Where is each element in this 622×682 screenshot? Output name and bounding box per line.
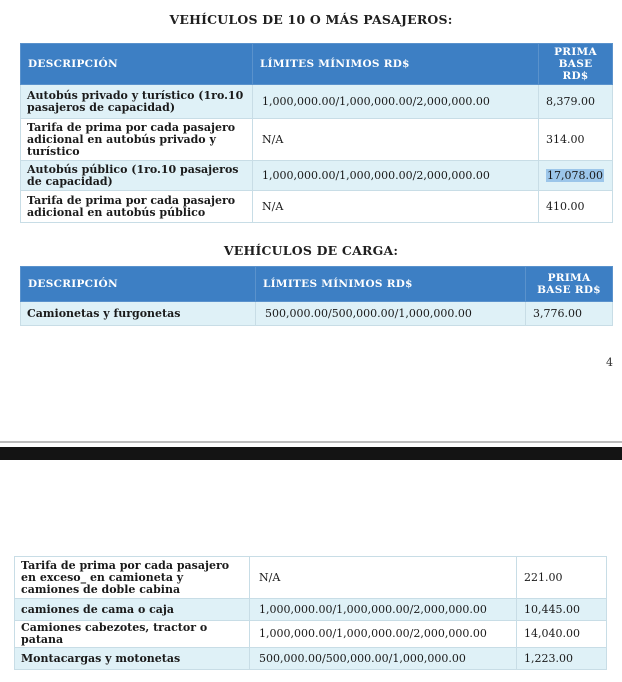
row-premium: 221.00 bbox=[517, 557, 607, 599]
row-limits: 500,000.00/500,000.00/1,000,000.00 bbox=[250, 648, 517, 670]
row-premium: 8,379.00 bbox=[539, 85, 613, 119]
cargo-vehicles-table-continued bbox=[14, 556, 607, 670]
header-limites: LÍMITES MÍNIMOS RD$ bbox=[256, 267, 526, 302]
section-title-cargo-vehicles: VEHÍCULOS DE CARGA: bbox=[223, 243, 399, 258]
row-description: Tarifa de prima por cada pasajero en exceso_ en camioneta y camiones de doble cabina bbox=[15, 557, 250, 599]
row-limits: N/A bbox=[253, 119, 539, 161]
cargo-vehicles-table bbox=[20, 266, 613, 326]
row-premium: 14,040.00 bbox=[517, 621, 607, 648]
header-descripcion: DESCRIPCIÓN bbox=[21, 44, 253, 85]
row-limits: 1,000,000.00/1,000,000.00/2,000,000.00 bbox=[253, 85, 539, 119]
table-row bbox=[21, 191, 613, 223]
row-description: Montacargas y motonetas bbox=[15, 648, 250, 670]
header-prima: PRIMA BASE RD$ bbox=[539, 44, 613, 85]
row-description: Tarifa de prima por cada pasajero adicional en autobús público bbox=[21, 191, 253, 223]
header-descripcion: DESCRIPCIÓN bbox=[21, 267, 256, 302]
row-limits: 1,000,000.00/1,000,000.00/2,000,000.00 bbox=[253, 161, 539, 191]
table-row bbox=[15, 621, 607, 648]
header-prima: PRIMA BASE RD$ bbox=[526, 267, 613, 302]
row-limits: 1,000,000.00/1,000,000.00/2,000,000.00 bbox=[250, 621, 517, 648]
page-number: 4 bbox=[606, 356, 613, 369]
table-header-row bbox=[21, 44, 613, 85]
row-limits: N/A bbox=[250, 557, 517, 599]
table-row bbox=[15, 557, 607, 599]
selected-text-highlight[interactable]: 17,078.00 bbox=[547, 168, 603, 182]
row-limits: N/A bbox=[253, 191, 539, 223]
row-limits: 1,000,000.00/1,000,000.00/2,000,000.00 bbox=[250, 599, 517, 621]
row-premium: 3,776.00 bbox=[526, 302, 613, 326]
row-description: camiones de cama o caja bbox=[15, 599, 250, 621]
section-title-passenger-vehicles: VEHÍCULOS DE 10 O MÁS PASAJEROS: bbox=[169, 12, 453, 27]
row-description: Tarifa de prima por cada pasajero adicional en autobús privado y turístico bbox=[21, 119, 253, 161]
row-premium[interactable] bbox=[539, 161, 613, 191]
row-description: Autobús público (1ro.10 pasajeros de capacidad) bbox=[21, 161, 253, 191]
row-premium: 10,445.00 bbox=[517, 599, 607, 621]
table-row bbox=[21, 85, 613, 119]
row-description: Camionetas y furgonetas bbox=[21, 302, 256, 326]
table-row bbox=[15, 599, 607, 621]
table-header-row bbox=[21, 267, 613, 302]
row-premium: 1,223.00 bbox=[517, 648, 607, 670]
page-gap-bar bbox=[0, 447, 622, 460]
passenger-vehicles-table bbox=[20, 43, 613, 223]
row-premium: 314.00 bbox=[539, 119, 613, 161]
row-description: Autobús privado y turístico (1ro.10 pasajeros de capacidad) bbox=[21, 85, 253, 119]
table-row bbox=[21, 302, 613, 326]
table-row bbox=[15, 648, 607, 670]
row-description: Camiones cabezotes, tractor o patana bbox=[15, 621, 250, 648]
row-limits: 500,000.00/500,000.00/1,000,000.00 bbox=[256, 302, 526, 326]
header-limites: LÍMITES MÍNIMOS RD$ bbox=[253, 44, 539, 85]
table-row bbox=[21, 119, 613, 161]
row-premium: 410.00 bbox=[539, 191, 613, 223]
page-divider bbox=[0, 441, 622, 443]
table-row bbox=[21, 161, 613, 191]
